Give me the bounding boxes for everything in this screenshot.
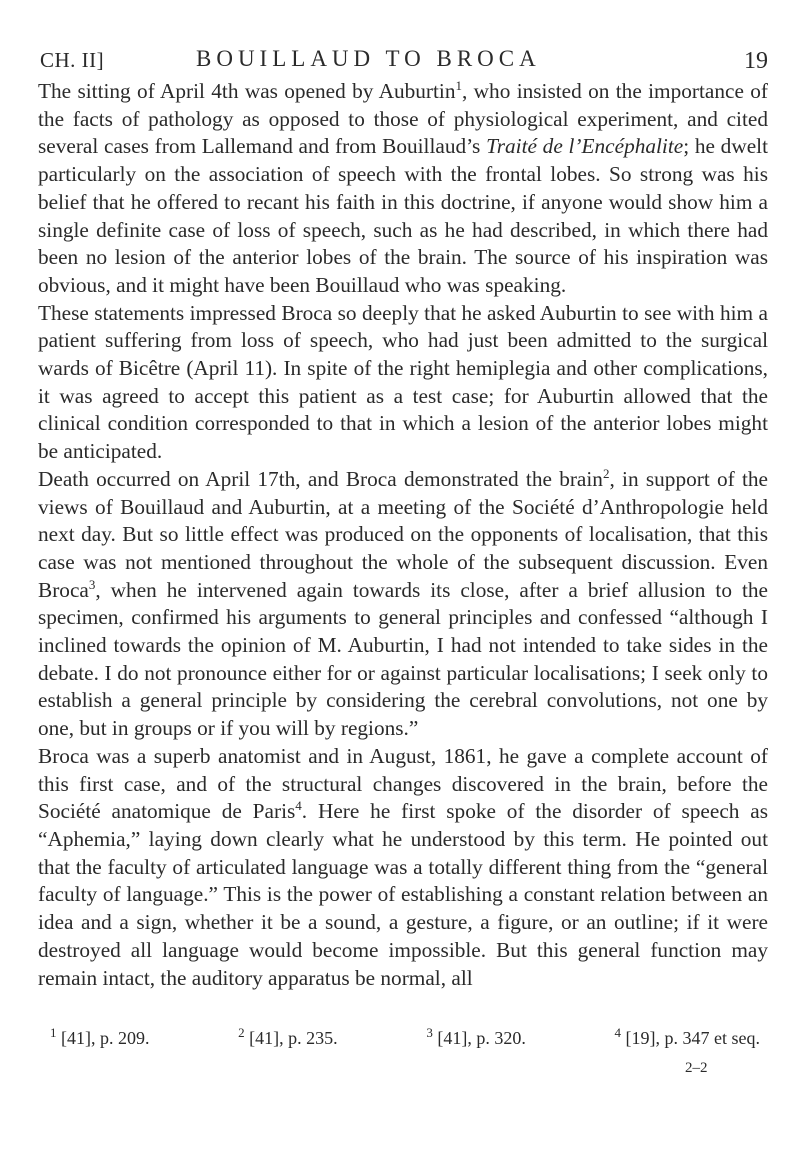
- paragraph-1: The sitting of April 4th was opened by Auburtin$^1$, who insisted on the importance of the facts of pathology as opposed to those of physiological experiment, and cited several cases from Lallemand and from Bouillaud’s Traité de l’Encéphalite; he dwelt particularly on the association of speech with the frontal lobes. So strong was his belief that he offered to recant his faith in this doctrine, if anyone would show him a single definite case of loss of speech, such as he had described, in which there had been no lesion of the anterior lobes of the brain. The source of his inspiration was obvious, and it might have been Bouillaud who was speaking.: [38, 77, 768, 297]
- footnote-ref-4: 4: [295, 798, 302, 814]
- footnote-3: $^3$ [41], p. 320.: [426, 1025, 526, 1048]
- paragraph-4: Broca was a superb anatomist and in August, 1861, he gave a complete account of this first case, and of the structural changes discovered in the brain, before the Société anatomique de Paris$^4$. Here he first spoke of the disorder of speech as “Aphemia,” laying down clearly what he understood by this term. He pointed out that the faculty of articulated language was a totally different thing from the “general faculty of language.” This is the power of establishing a constant relation between an idea and a sign, whether it be a sound, a gesture, a figure, or an outline; if it were destroyed all language would become impossible. But this general function may remain intact, the auditory apparatus be normal, all: [38, 743, 769, 990]
- body-text: [38, 78, 768, 992]
- paragraph-3: Death occurred on April 17th, and Broca demonstrated the brain$^2$, in support of the views of Bouillaud and Auburtin, at a meeting of the Société d’Anthropologie held next day. But so little effect was produced on the opponents of localisation, that this case was not mentioned throughout the whole of the subsequent discussion. Even Broca$^3$, when he intervened again towards its close, after a brief allusion to the specimen, confirmed his arguments to general principles and confessed “although I inclined towards the opinion of M. Auburtin, I had not intended to take sides in the debate. I do not pronounce either for or against particular localisations; I seek only to establish a general principle by considering the cerebral convolutions, not one by one, but in groups or if you will by regions.”: [38, 465, 769, 741]
- signature-mark: 2–2: [685, 1060, 708, 1076]
- footnote-1: $^1$ [41], p. 209.: [50, 1025, 150, 1048]
- running-header: [40, 44, 768, 76]
- footnote-2: $^2$ [41], p. 235.: [238, 1025, 338, 1048]
- footnote-ref-3: 3: [88, 576, 96, 592]
- footnotes: [50, 1025, 760, 1049]
- footnote-ref-2: 2: [602, 465, 610, 481]
- running-title: BOUILLAUD TO BROCA: [196, 46, 541, 71]
- book-title: Traité de l’Encéphalite: [486, 134, 684, 159]
- footnote-4: $^4$ [19], p. 347 et seq.: [614, 1025, 760, 1048]
- paragraph-2: These statements impressed Broca so deeply that he asked Auburtin to see with him a patient suffering from loss of speech, who had just been admitted to the surgical wards of Bicêtre (April 11). In spite of the right hemiplegia and other complications, it was agreed to accept this patient as a test case; for Auburtin allowed that the clinical condition corresponded to that in which a lesion of the anterior lobes might be anticipated.: [38, 300, 768, 464]
- chapter-label: CH. II]: [40, 48, 105, 72]
- footnote-ref-1: 1: [455, 77, 462, 93]
- page-number: 19: [744, 48, 768, 74]
